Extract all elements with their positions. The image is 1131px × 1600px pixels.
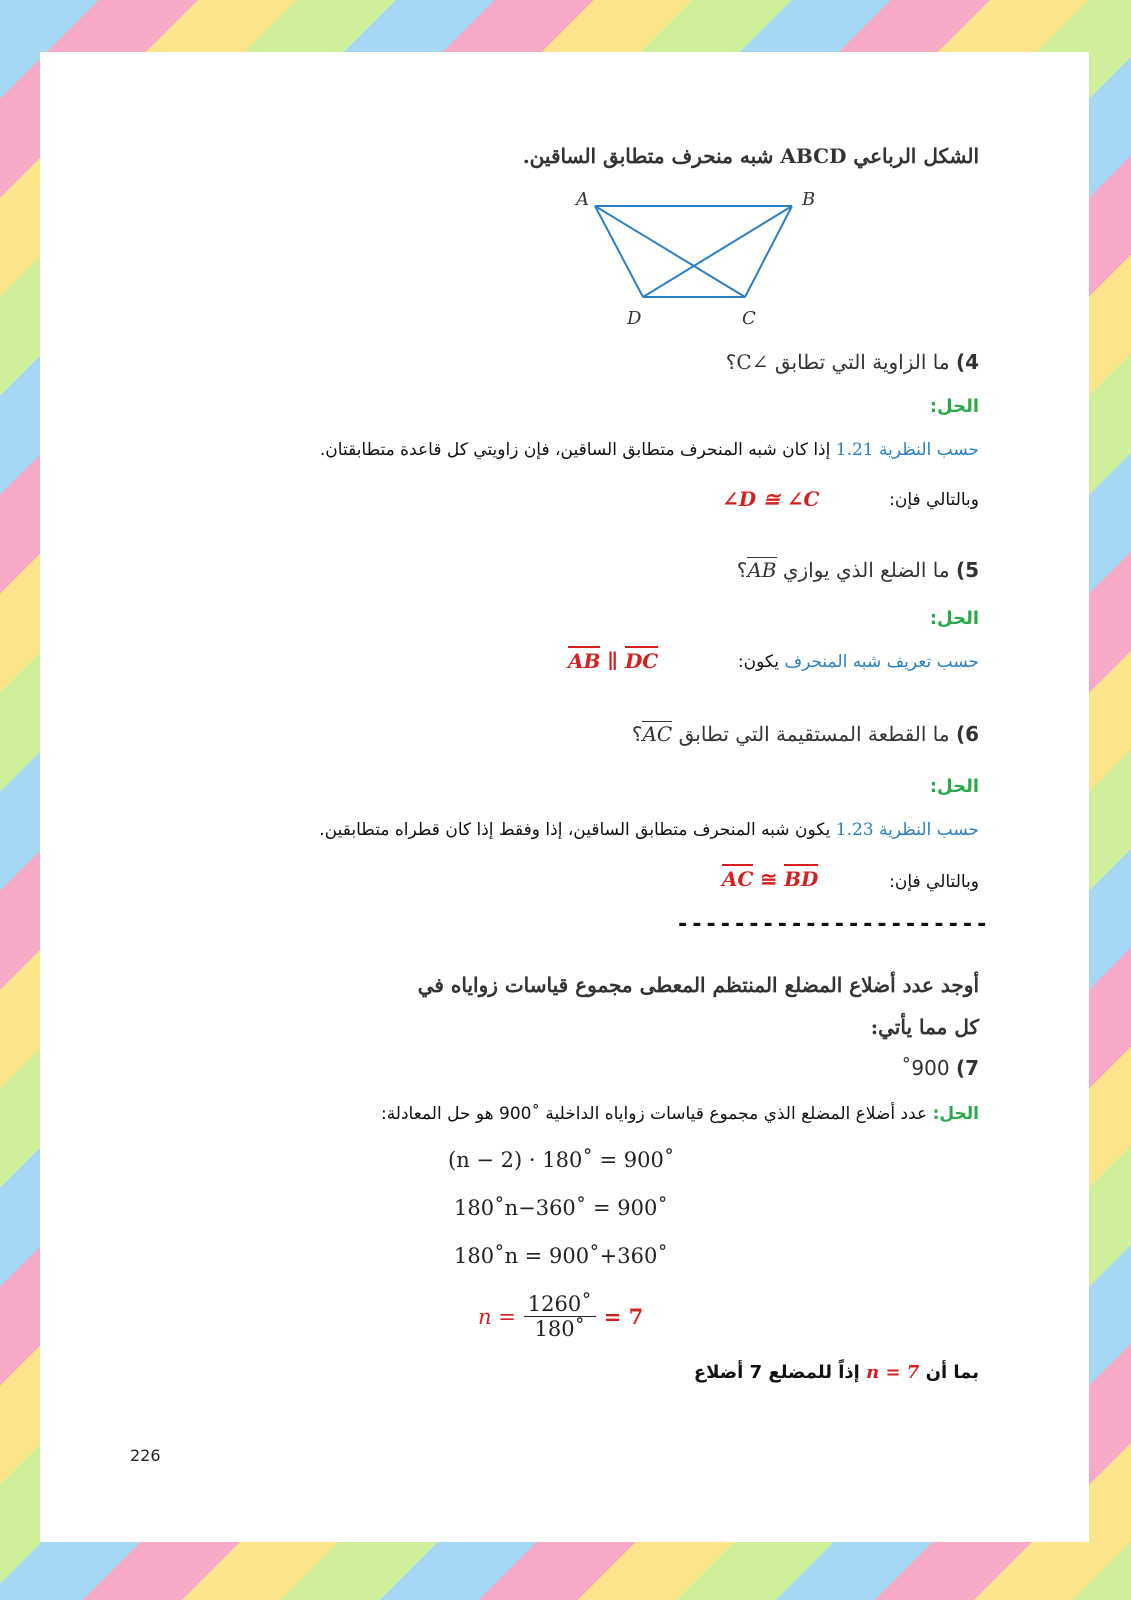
theorem-text: إذا كان شبه المنحرف متطابق الساقين، فإن زاويتي كل قاعدة متطابقتان. bbox=[319, 440, 831, 460]
theorem-reference bbox=[179, 820, 979, 840]
definition-reference bbox=[738, 652, 979, 672]
parallel-symbol: ∥ bbox=[607, 649, 618, 673]
trapezoid-figure bbox=[560, 180, 840, 330]
segment-dc: DC bbox=[625, 646, 658, 673]
theorem-reference bbox=[179, 440, 979, 460]
equation-4-rhs: = 7 bbox=[603, 1304, 644, 1329]
theorem-label: حسب النظرية bbox=[879, 820, 979, 840]
segment-ab: AB bbox=[568, 646, 600, 673]
congruence-symbol: ≅ bbox=[760, 867, 778, 891]
question-7 bbox=[779, 1056, 979, 1080]
question-6 bbox=[529, 722, 979, 746]
angle-sum-value: 900˚ bbox=[901, 1056, 950, 1080]
vertex-label-d: D bbox=[627, 308, 642, 329]
question-number: 6) bbox=[955, 722, 979, 746]
angle-congruence-result: ∠D ≅ ∠C bbox=[722, 487, 820, 511]
theorem-number: 1.21 bbox=[835, 440, 874, 460]
definition-text: يكون: bbox=[737, 652, 780, 672]
question-number: 7) bbox=[955, 1056, 979, 1080]
definition-label: حسب تعريف شبه المنحرف bbox=[784, 652, 979, 672]
parallel-result bbox=[568, 649, 658, 673]
equation-1: (n − 2) · 180˚ = 900˚ bbox=[448, 1148, 675, 1172]
segment-bd: BD bbox=[784, 864, 818, 891]
conclusion-text: إذاً للمضلع 7 أضلاع bbox=[693, 1362, 860, 1383]
conclusion-prefix: بما أن bbox=[925, 1362, 979, 1383]
diagonal-bd bbox=[643, 206, 792, 297]
equation-4-lhs: n = bbox=[478, 1304, 516, 1329]
question-mark: ؟ bbox=[736, 558, 748, 582]
theorem-label: حسب النظرية bbox=[879, 440, 979, 460]
equation-3: 180˚n = 900˚+360˚ bbox=[454, 1244, 668, 1268]
instruction-line-2: كل مما يأتي: bbox=[870, 1015, 979, 1039]
instruction-line-1: أوجد عدد أضلاع المضلع المنتظم المعطى مجموع قياسات زواياه في bbox=[417, 973, 979, 997]
question-mark: ؟ bbox=[631, 722, 643, 746]
segment-congruence-result bbox=[722, 867, 818, 891]
solution-label: الحل: bbox=[929, 608, 979, 629]
solution-label: الحل: bbox=[932, 1104, 979, 1124]
conclusion-math: n = 7 bbox=[866, 1362, 920, 1383]
equation-2: 180˚n−360˚ = 900˚ bbox=[454, 1196, 668, 1220]
fraction-denominator: 180˚ bbox=[534, 1317, 586, 1341]
segment-ac: AC bbox=[722, 864, 753, 891]
question-text: ما الزاوية التي تطابق ∠C؟ bbox=[725, 350, 950, 374]
problem-statement: الشكل الرباعي ABCD شبه منحرف متطابق الساقين. bbox=[522, 144, 979, 168]
question-text: ما القطعة المستقيمة التي تطابق bbox=[678, 722, 950, 746]
solution-label: الحل: bbox=[929, 396, 979, 417]
segment-ac: AC bbox=[642, 722, 673, 746]
vertex-label-a: A bbox=[576, 189, 589, 210]
conclusion bbox=[694, 1362, 979, 1383]
question-5 bbox=[579, 558, 979, 582]
question-text: ما الضلع الذي يوازي bbox=[782, 558, 950, 582]
page-sheet bbox=[40, 52, 1089, 1542]
solution-label: الحل: bbox=[929, 776, 979, 797]
question-number: 4) bbox=[955, 350, 979, 374]
vertex-label-c: C bbox=[742, 308, 756, 329]
equation-4 bbox=[478, 1292, 643, 1341]
segment-ab: AB bbox=[747, 558, 777, 582]
diagonal-ac bbox=[595, 206, 745, 297]
q7-solution-line bbox=[279, 1104, 979, 1124]
theorem-number: 1.23 bbox=[835, 820, 874, 840]
vertex-label-b: B bbox=[802, 189, 816, 210]
solution-text: عدد أضلاع المضلع الذي مجموع قياسات زواياه الداخلية ˚900 هو حل المعادلة: bbox=[380, 1104, 928, 1124]
question-number: 5) bbox=[955, 558, 979, 582]
page-number: 226 bbox=[130, 1446, 161, 1465]
fraction-numerator: 1260˚ bbox=[524, 1292, 596, 1317]
fraction bbox=[524, 1292, 596, 1341]
therefore-label: وبالتالي فإن: bbox=[889, 490, 979, 510]
therefore-label: وبالتالي فإن: bbox=[889, 872, 979, 892]
section-separator: ---------------------- bbox=[676, 912, 990, 937]
question-4 bbox=[579, 350, 979, 374]
section-instruction bbox=[379, 964, 979, 1048]
theorem-text: يكون شبه المنحرف متطابق الساقين، إذا وفقط إذا كان قطراه متطابقين. bbox=[319, 820, 831, 840]
